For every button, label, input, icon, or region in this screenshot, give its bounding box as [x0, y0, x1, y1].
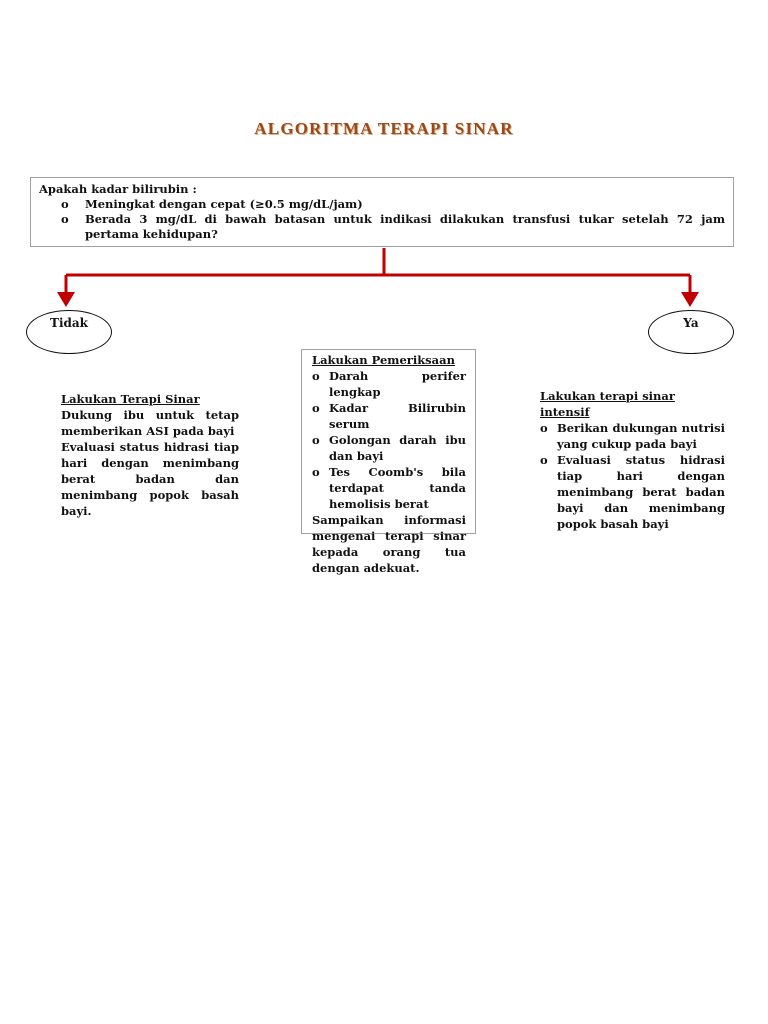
no-branch-heading: Lakukan Terapi Sinar: [61, 392, 200, 406]
examination-panel: [301, 349, 476, 575]
yes-branch-label: Ya: [683, 316, 699, 330]
no-branch-label: Tidak: [50, 316, 88, 330]
no-branch-oval: [26, 310, 112, 354]
bullet-marker: o: [312, 433, 320, 447]
yes-branch-oval: [648, 310, 734, 354]
bullet-marker: o: [312, 401, 320, 415]
examination-heading: Lakukan Pemeriksaan: [312, 353, 455, 367]
bullet-marker: o: [540, 421, 548, 435]
yes-branch-item: o Evaluasi status hidrasi tiap hari dengan menimbang berat badan bayi dan menimbang popok basah bayi: [540, 453, 725, 531]
bullet-marker: o: [540, 453, 548, 467]
no-branch-text: Evaluasi status hidrasi tiap hari dengan menimbang berat badan dan menimbang popok basah bayi.: [61, 440, 239, 518]
bullet-marker: o: [312, 465, 320, 479]
no-branch-panel: [61, 391, 239, 519]
examination-list: [312, 368, 466, 512]
examination-item: o Golongan darah ibu dan bayi: [312, 433, 466, 463]
yes-branch-list: [540, 420, 725, 532]
question-lead: Apakah kadar bilirubin :: [39, 182, 197, 196]
decision-question-box: [30, 177, 734, 247]
diagram-title: ALGORITMA TERAPI SINAR: [254, 119, 514, 138]
examination-item: o Tes Coomb's bila terdapat tanda hemolisis berat: [312, 465, 466, 511]
right-arrowhead: [681, 292, 699, 307]
yes-branch-panel: [540, 388, 725, 532]
bullet-marker: o: [61, 197, 69, 211]
bullet-marker: o: [61, 212, 69, 226]
yes-branch-heading: Lakukan terapi sinar intensif: [540, 389, 675, 419]
examination-item: o Kadar Bilirubin serum: [312, 401, 466, 431]
examination-item: o Darah perifer lengkap: [312, 369, 466, 399]
question-criterion: o Berada 3 mg/dL di bawah batasan untuk indikasi dilakukan transfusi tukar setelah 72 jam pertama kehidupan?: [61, 212, 725, 241]
left-arrowhead: [57, 292, 75, 307]
question-criterion: o Meningkat dengan cepat (≥0.5 mg/dL/jam): [61, 197, 363, 211]
examination-footer: Sampaikan informasi mengenai terapi sinar kepada orang tua dengan adekuat.: [312, 513, 466, 575]
no-branch-text: Dukung ibu untuk tetap memberikan ASI pada bayi: [61, 408, 239, 438]
yes-branch-item: o Berikan dukungan nutrisi yang cukup pada bayi: [540, 421, 725, 451]
bullet-marker: o: [312, 369, 320, 383]
question-criteria-list: [39, 197, 725, 242]
